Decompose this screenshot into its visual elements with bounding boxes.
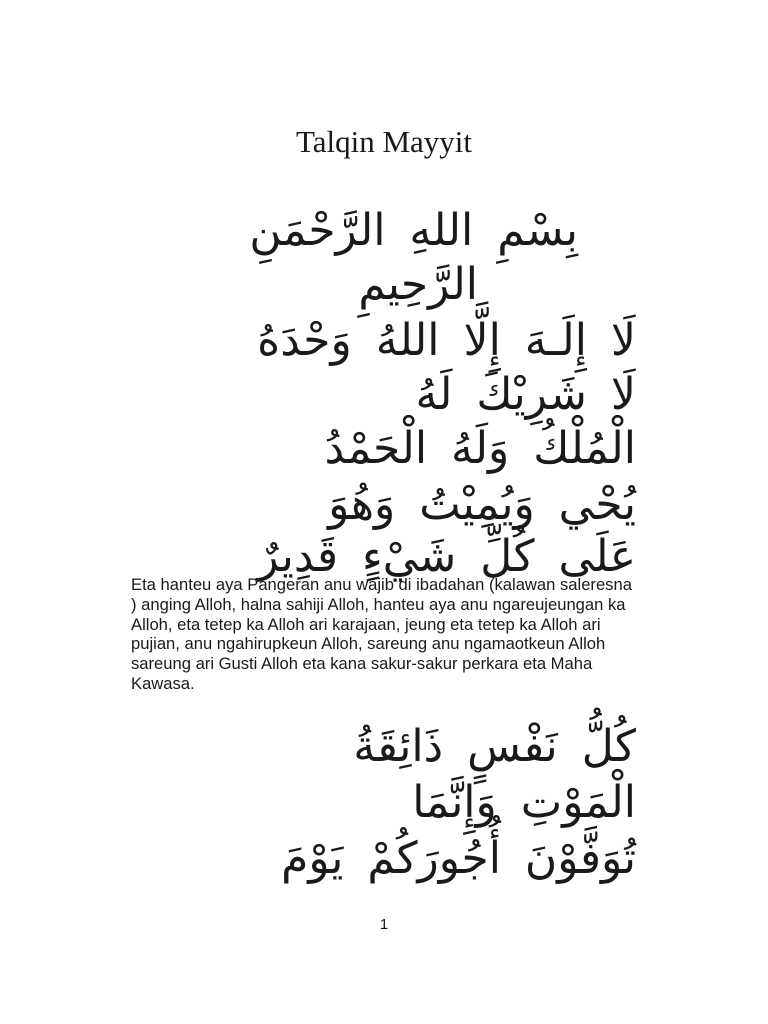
arabic-line-quran-1: كُلُّ نَفْسٍ ذَائِقَةُ: [353, 721, 636, 772]
arabic-line-tahlil-5: عَلَى كُلِّ شَيْءٍ قَدِيرٌ: [257, 531, 636, 582]
page-title: Talqin Mayyit: [295, 124, 473, 159]
arabic-line-tahlil-2: لَا شَرِيْكَ لَهُ: [415, 369, 636, 420]
arabic-line-bismillah-1: بِسْمِ اللهِ الرَّحْمَنِ: [249, 205, 578, 256]
arabic-line-quran-3: تُوَفَّوْنَ أُجُورَكُمْ يَوْمَ: [281, 833, 636, 884]
arabic-line-bismillah-2: الرَّحِيمِ: [358, 259, 478, 310]
page-number: 1: [379, 916, 389, 933]
arabic-line-tahlil-1: لَا إِلَـهَ إِلَّا اللهُ وَحْدَهُ: [257, 315, 636, 366]
translation-paragraph: Eta hanteu aya Pangeran anu wajib di ibadahan (kalawan saleresna ) anging Alloh, halna sahiji Alloh, hanteu aya anu ngareujeungan ka Alloh, eta tetep ka Alloh ari karajaan, jeung eta tetep ka Alloh ari pujian, anu ngahirupkeun Alloh, sareung anu ngamaotkeun Alloh sareung ari Gusti Alloh eta kana sakur-sakur perkara eta Maha Kawasa.: [131, 575, 632, 693]
arabic-line-tahlil-4: يُحْي وَيُمِيْتُ وَهُوَ: [328, 479, 636, 530]
arabic-line-quran-2: الْمَوْتِ وَإِنَّمَا: [412, 777, 636, 828]
arabic-line-tahlil-3: الْمُلْكُ وَلَهُ الْحَمْدُ: [324, 423, 636, 474]
